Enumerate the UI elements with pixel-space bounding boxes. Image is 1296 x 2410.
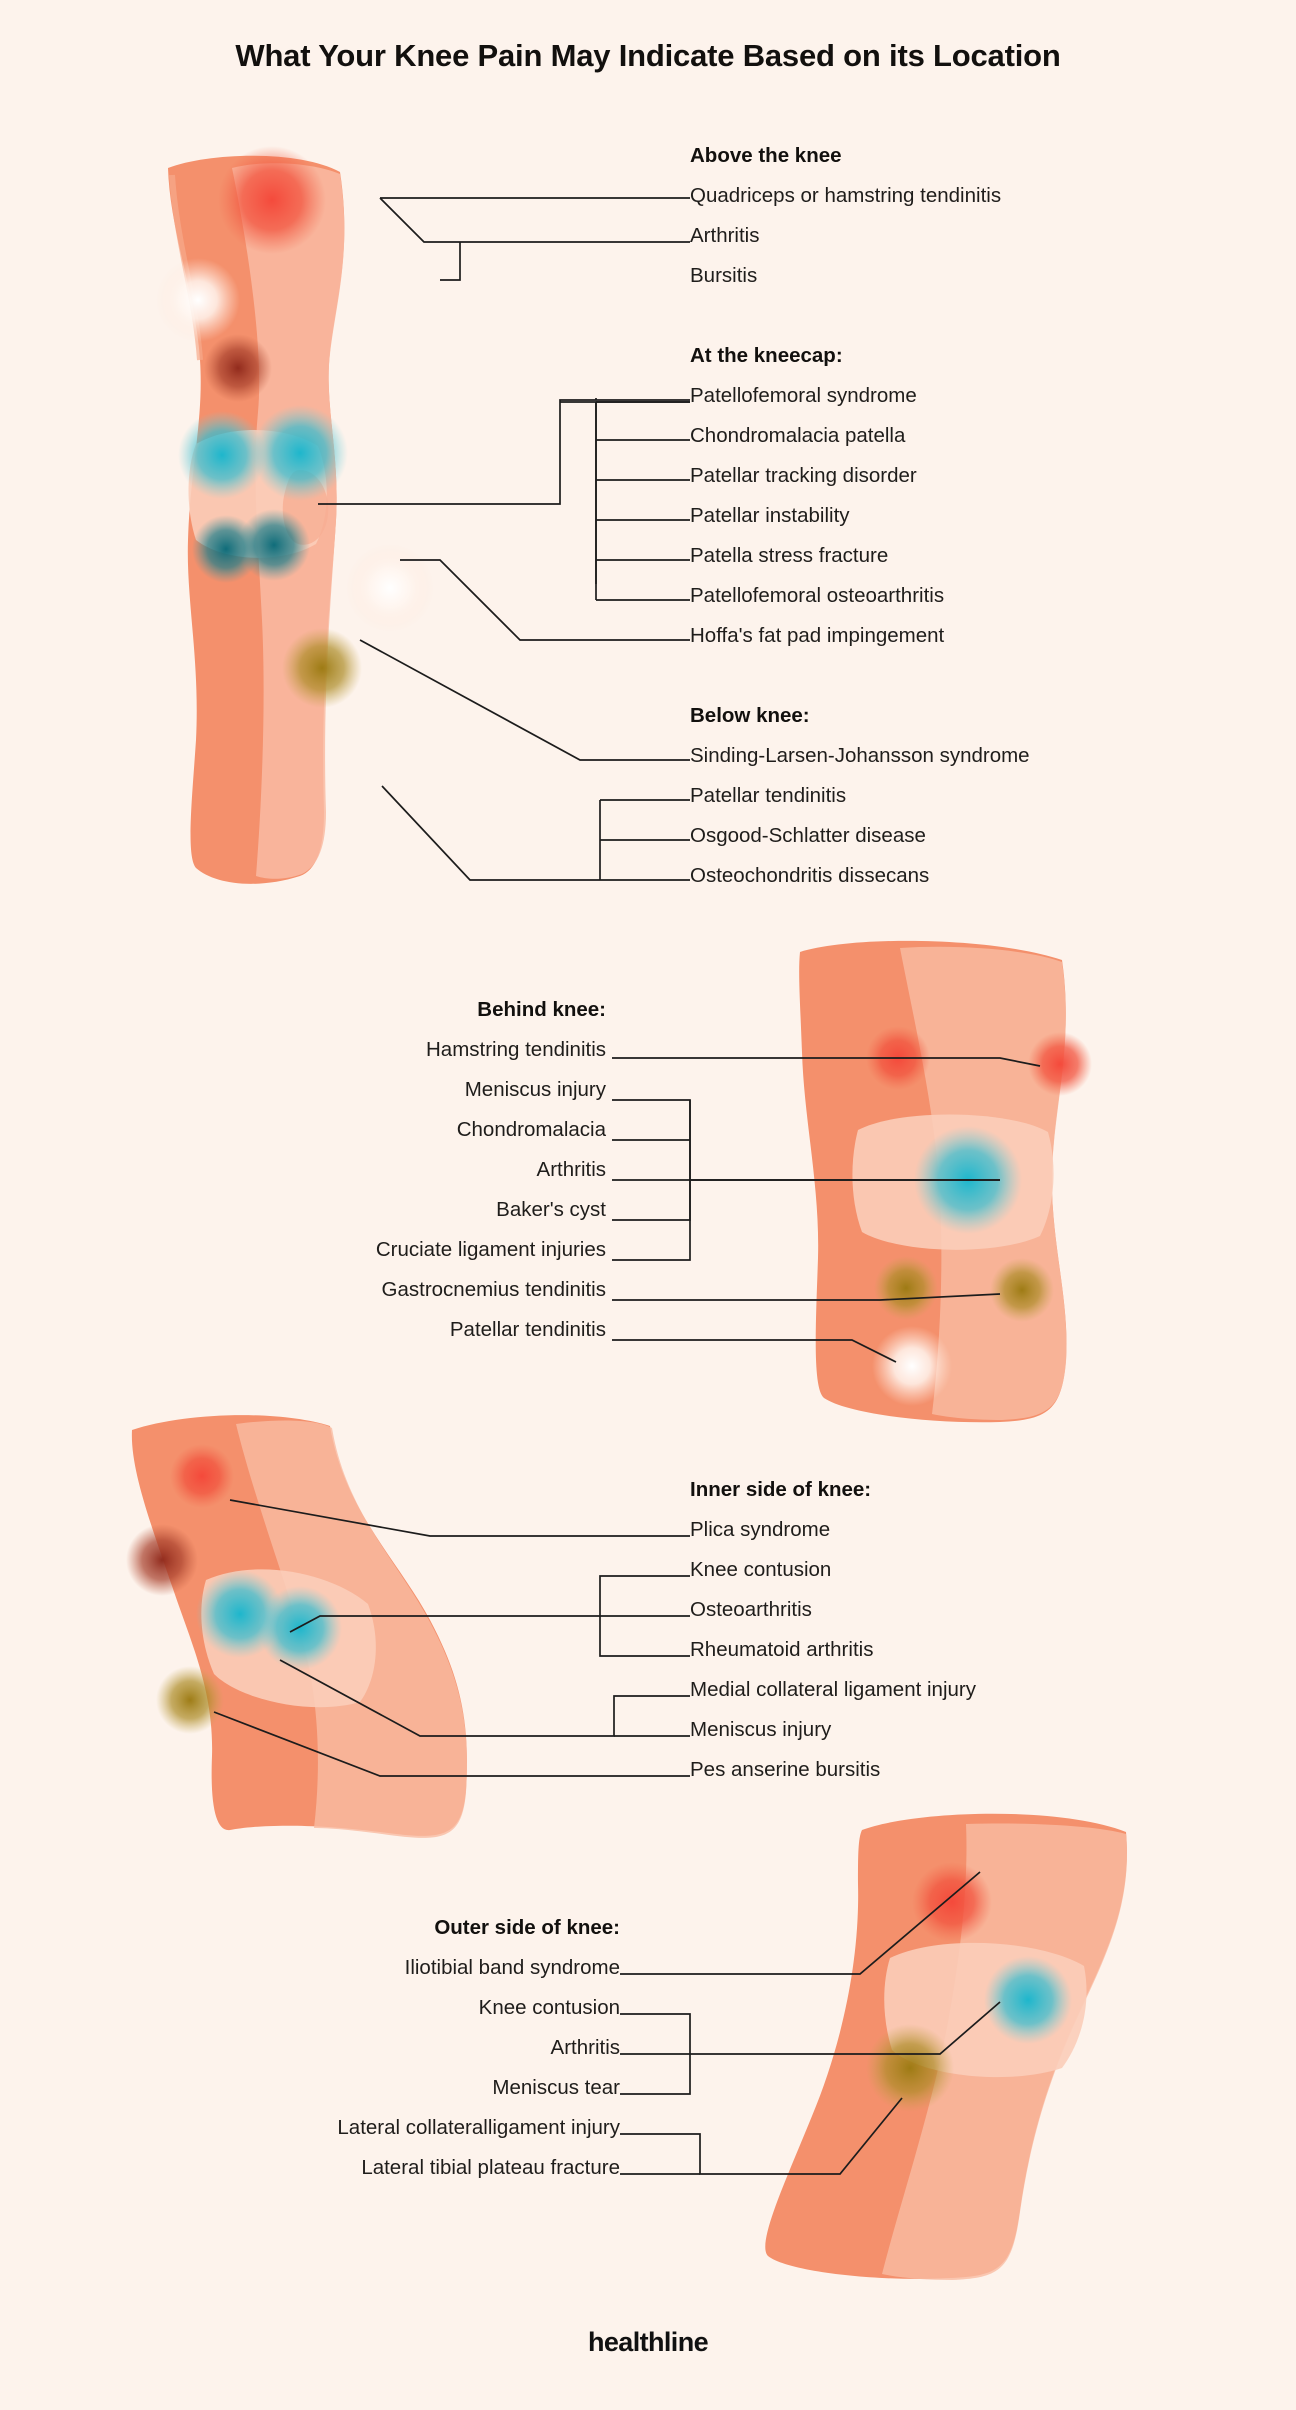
group-item: Lateral collateralligament injury <box>337 2116 620 2139</box>
page-title: What Your Knee Pain May Indicate Based on its Location <box>235 38 1061 73</box>
group-item: Meniscus tear <box>492 2076 620 2099</box>
group-item: Gastrocnemius tendinitis <box>381 1278 606 1301</box>
group-item: Hoffa's fat pad impingement <box>690 624 945 647</box>
group-item: Osteochondritis dissecans <box>690 864 930 887</box>
group-item: Lateral tibial plateau fracture <box>361 2156 620 2179</box>
group-heading: Inner side of knee: <box>690 1478 872 1501</box>
hotspot-rheumatoid-inner <box>258 1586 342 1670</box>
hotspot-below-knee-gold <box>282 628 362 708</box>
hotspot-itband <box>912 1862 992 1942</box>
group-heading: Behind knee: <box>477 998 606 1021</box>
group-item: Iliotibial band syndrome <box>404 1956 620 1979</box>
leader-lines-front <box>318 198 690 880</box>
group-item: Medial collateral ligament injury <box>690 1678 976 1701</box>
group-item: Patellar tracking disorder <box>690 464 917 487</box>
hotspot-kneecap-2 <box>178 411 266 499</box>
group-item: Arthritis <box>550 2036 620 2059</box>
group-item: Meniscus injury <box>464 1078 606 1101</box>
hotspot-below-knee-white <box>346 544 434 632</box>
hotspot-lcl-outer <box>866 2024 954 2112</box>
group-inner-side-of-knee <box>690 1478 976 1790</box>
group-above-the-knee <box>690 144 1001 296</box>
group-behind-knee <box>86 998 606 1350</box>
group-heading: Above the knee <box>690 144 842 167</box>
group-item: Osgood-Schlatter disease <box>690 824 926 847</box>
leg-illustration-inner <box>126 1415 690 1838</box>
hotspot-arthritis <box>204 334 272 402</box>
hotspot-plica <box>170 1444 234 1508</box>
group-item: Meniscus injury <box>690 1718 832 1741</box>
group-item: Baker's cyst <box>496 1198 606 1221</box>
healthline-logo: healthline <box>587 2327 709 2357</box>
group-item: Pes anserine bursitis <box>690 1758 881 1781</box>
group-outer-side-of-knee <box>100 1916 620 2188</box>
hotspot-knee-contusion-inner <box>126 1524 198 1596</box>
group-item: Patella stress fracture <box>690 544 889 567</box>
group-item: Chondromalacia <box>456 1118 606 1141</box>
group-item: Plica syndrome <box>690 1518 831 1541</box>
group-item: Knee contusion <box>690 1558 832 1581</box>
hotspot-fatpad-2 <box>238 509 310 581</box>
group-at-the-kneecap <box>690 344 944 656</box>
hotspot-pes-anserine <box>156 1666 224 1734</box>
group-item: Sinding-Larsen-Johansson syndrome <box>690 744 1030 767</box>
group-item: Chondromalacia patella <box>690 424 906 447</box>
hotspot-gastroc-right <box>990 1258 1054 1322</box>
group-heading: Below knee: <box>690 704 810 727</box>
hotspot-kneecap <box>252 405 348 501</box>
hotspot-patellar-tendon-back <box>872 1326 952 1406</box>
group-item: Patellar instability <box>690 504 850 527</box>
group-item: Hamstring tendinitis <box>425 1038 606 1061</box>
group-item: Osteoarthritis <box>690 1598 812 1621</box>
group-item: Cruciate ligament injuries <box>375 1238 606 1261</box>
group-item: Arthritis <box>690 224 760 247</box>
group-item: Arthritis <box>536 1158 606 1181</box>
group-item: Quadriceps or hamstring tendinitis <box>690 184 1002 207</box>
hotspot-above-knee <box>218 146 326 254</box>
hotspot-gastroc-left <box>874 1256 938 1320</box>
hotspot-bursa <box>156 258 240 342</box>
group-item: Knee contusion <box>478 1996 620 2019</box>
leg-illustration-outer <box>620 1814 1127 2280</box>
group-item: Patellar tendinitis <box>449 1318 606 1341</box>
group-below-knee <box>690 704 1030 896</box>
hotspot-hamstring-right <box>1028 1032 1092 1096</box>
leg-illustration-front <box>156 146 690 884</box>
group-item: Patellar tendinitis <box>690 784 847 807</box>
hotspot-arthritis-outer <box>984 1956 1072 2044</box>
leg-illustration-back <box>612 941 1092 1422</box>
group-item: Bursitis <box>690 264 758 287</box>
group-heading: At the kneecap: <box>690 344 843 367</box>
group-item: Rheumatoid arthritis <box>690 1638 874 1661</box>
group-item: Patellofemoral syndrome <box>690 384 917 407</box>
group-heading: Outer side of knee: <box>434 1916 620 1939</box>
group-item: Patellofemoral osteoarthritis <box>690 584 945 607</box>
